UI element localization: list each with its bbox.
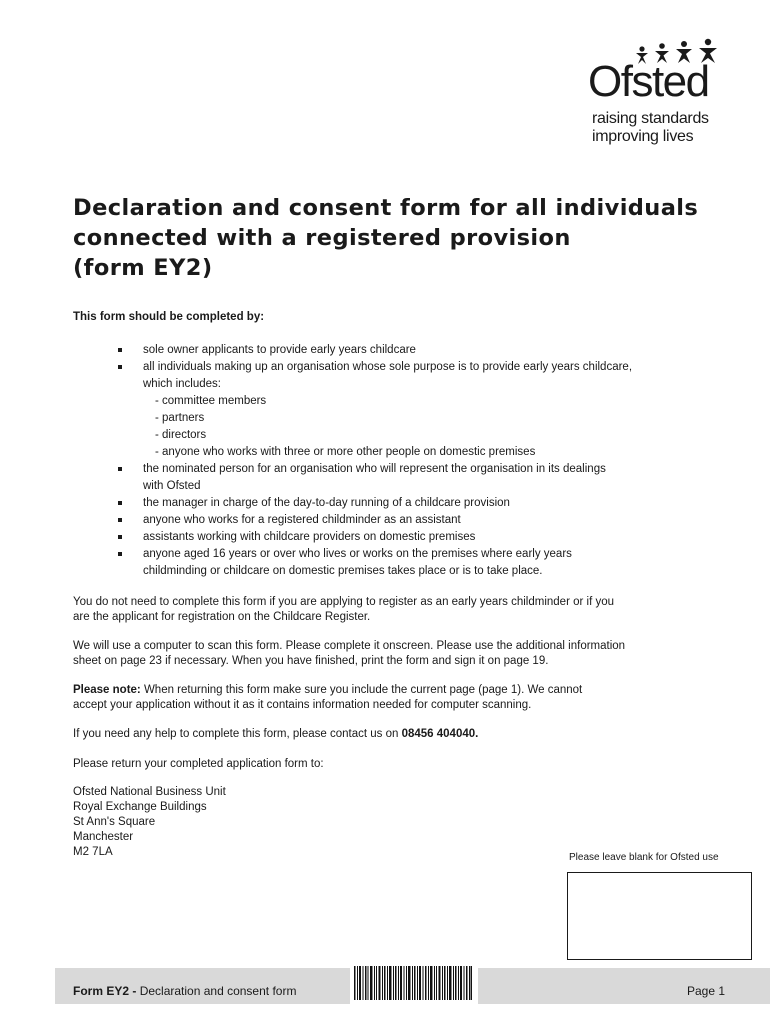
address-line: Royal Exchange Buildings xyxy=(73,801,207,813)
title-line: (form EY2) xyxy=(73,255,213,281)
paragraph-text: When returning this form make sure you include the current page (page 1). We cannot xyxy=(140,684,583,696)
list-item-text: assistants working with childcare providers on domestic premises xyxy=(143,531,476,543)
list-item-text: with Ofsted xyxy=(143,480,201,492)
list-item-text: anyone aged 16 years or over who lives or works on the premises where early years xyxy=(143,548,572,560)
return-address xyxy=(73,785,226,860)
list-item-text: all individuals making up an organisation whose sole purpose is to provide early years childcare, xyxy=(143,361,633,373)
office-use-box xyxy=(567,872,752,960)
list-item-text: anyone who works for a registered childminder as an assistant xyxy=(143,514,461,526)
list-item-text: which includes: xyxy=(143,378,221,390)
list-item xyxy=(116,495,716,512)
paragraph-text: If you need any help to complete this form, please contact us on xyxy=(73,728,402,740)
logo-tagline xyxy=(592,110,709,146)
list-item xyxy=(116,529,716,546)
sub-list-item: - committee members xyxy=(155,395,267,407)
list-item-text: the nominated person for an organisation who will represent the organisation in its dealings xyxy=(143,463,606,475)
paragraph-scan xyxy=(73,639,713,669)
footer-page-number: Page 1 xyxy=(687,984,726,998)
paragraph-help xyxy=(73,727,713,742)
paragraph-line: We will use a computer to scan this form. Please complete it onscreen. Please use the additional information xyxy=(73,640,626,652)
sub-list xyxy=(155,393,716,461)
barcode-area xyxy=(350,966,478,1006)
paragraph-return: Please return your completed application form to: xyxy=(73,758,324,770)
bullet-icon xyxy=(118,535,122,539)
list-item-text: childminding or childcare on domestic premises takes place or is to take place. xyxy=(143,565,543,577)
intro-heading: This form should be completed by: xyxy=(73,311,265,323)
footer-form-code: Form EY2 - xyxy=(73,984,137,998)
list-item xyxy=(116,342,716,359)
office-use-label: Please leave blank for Ofsted use xyxy=(569,852,719,863)
please-note-label: Please note: xyxy=(73,684,141,696)
list-item xyxy=(116,512,716,529)
address-line: Manchester xyxy=(73,831,134,843)
address-line: Ofsted National Business Unit xyxy=(73,786,226,798)
bullet-icon xyxy=(118,467,122,471)
tagline-line: improving lives xyxy=(592,128,694,145)
logo-wordmark: Ofsted xyxy=(588,57,709,106)
completion-list xyxy=(116,342,716,580)
paragraph-not-needed xyxy=(73,595,713,625)
footer-form-name xyxy=(73,984,296,998)
title-line: connected with a registered provision xyxy=(73,225,571,251)
paragraph-line: sheet on page 23 if necessary. When you have finished, print the form and sign it on page 19. xyxy=(73,655,549,667)
tagline-line: raising standards xyxy=(592,110,709,127)
paragraph-line xyxy=(73,683,713,698)
list-item-text: sole owner applicants to provide early years childcare xyxy=(143,344,416,356)
bullet-icon xyxy=(118,518,122,522)
list-item-text: the manager in charge of the day-to-day running of a childcare provision xyxy=(143,497,510,509)
paragraph-line: You do not need to complete this form if you are applying to register as an early years childminder or if you xyxy=(73,596,615,608)
bullet-icon xyxy=(118,552,122,556)
bullet-icon xyxy=(118,348,122,352)
footer-form-title: Declaration and consent form xyxy=(136,984,297,998)
paragraph-line: accept your application without it as it contains information needed for computer scanning. xyxy=(73,699,532,711)
list-item xyxy=(116,461,716,495)
address-line: St Ann's Square xyxy=(73,816,156,828)
bullet-icon xyxy=(118,365,122,369)
phone-number: 08456 404040. xyxy=(401,728,479,740)
address-line: M2 7LA xyxy=(73,846,113,858)
paragraph-please-note xyxy=(73,683,713,713)
ofsted-logo xyxy=(588,38,738,148)
sub-list-item: - directors xyxy=(155,429,207,441)
title-line: Declaration and consent form for all individuals xyxy=(73,195,699,221)
page-title xyxy=(73,193,713,283)
bullet-icon xyxy=(118,501,122,505)
paragraph-line: are the applicant for registration on the Childcare Register. xyxy=(73,611,371,623)
sub-list-item: - anyone who works with three or more other people on domestic premises xyxy=(155,446,536,458)
list-item xyxy=(116,359,716,461)
sub-list-item: - partners xyxy=(155,412,205,424)
list-item xyxy=(116,546,716,580)
barcode-icon xyxy=(354,966,472,1000)
